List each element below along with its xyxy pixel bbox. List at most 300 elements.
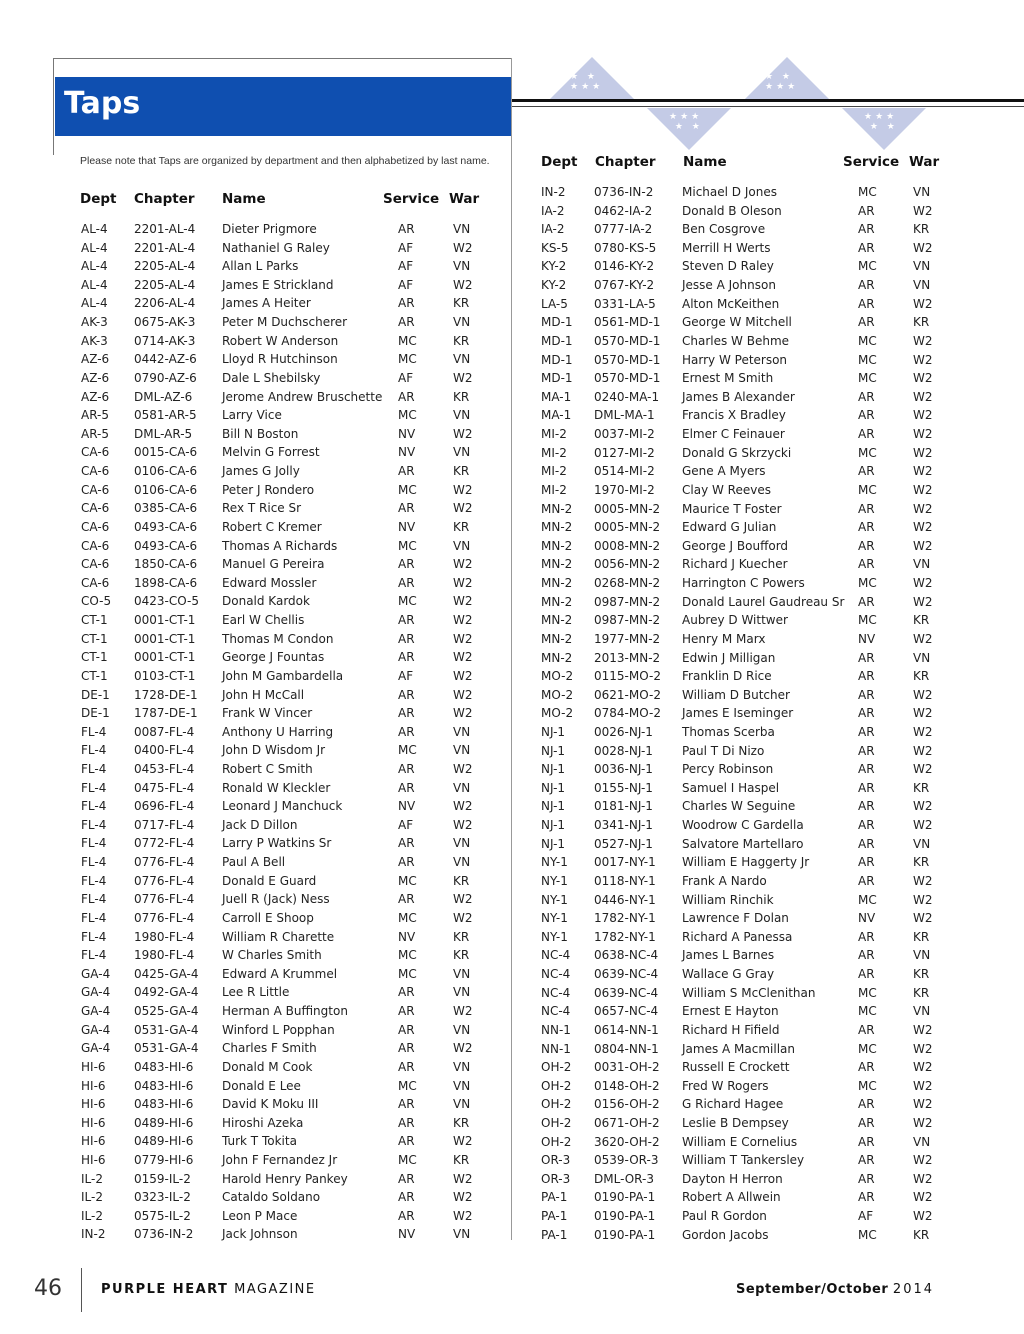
service-cell: NV <box>858 631 876 646</box>
name-cell: Lloyd R Hutchinson <box>222 352 338 367</box>
war-cell: VN <box>453 724 471 739</box>
dept-cell: MA-1 <box>541 389 572 404</box>
chapter-cell: 0570-MD-1 <box>594 333 661 348</box>
war-cell: W2 <box>453 370 473 385</box>
service-cell: AR <box>398 1004 415 1019</box>
chapter-cell: 0987-MN-2 <box>594 613 661 628</box>
service-cell: AR <box>398 1022 415 1037</box>
war-cell: VN <box>453 855 471 870</box>
service-cell: MC <box>398 482 417 497</box>
war-cell: W2 <box>913 1209 933 1224</box>
name-cell: James B Alexander <box>682 389 795 404</box>
war-cell: KR <box>453 519 470 534</box>
name-cell: Frank A Nardo <box>682 873 767 888</box>
name-cell: Donald G Skrzycki <box>682 445 792 460</box>
war-cell: W2 <box>913 240 933 255</box>
dept-cell: OH-2 <box>541 1060 572 1075</box>
chapter-cell: 0790-AZ-6 <box>134 370 197 385</box>
war-cell: W2 <box>913 1060 933 1075</box>
chapter-cell: 0442-AZ-6 <box>134 352 197 367</box>
dept-cell: IL-2 <box>81 1171 103 1186</box>
dept-cell: GA-4 <box>81 1041 111 1056</box>
service-cell: AR <box>858 1190 875 1205</box>
dept-cell: NY-1 <box>541 929 568 944</box>
chapter-cell: 1782-NY-1 <box>594 929 656 944</box>
name-cell: Cataldo Soldano <box>222 1190 321 1205</box>
chapter-cell: 0639-NC-4 <box>594 985 659 1000</box>
war-cell: VN <box>453 1059 471 1074</box>
dept-cell: OH-2 <box>541 1097 572 1112</box>
chapter-cell: 0493-CA-6 <box>134 519 198 534</box>
war-cell: W2 <box>453 687 473 702</box>
name-cell: Ernest M Smith <box>682 371 774 386</box>
dept-cell: NJ-1 <box>541 743 566 758</box>
name-cell: Winford L Popphan <box>222 1022 335 1037</box>
service-cell: AR <box>858 464 875 479</box>
name-cell: Salvatore Martellaro <box>682 836 804 851</box>
war-cell: W2 <box>453 1190 473 1205</box>
service-cell: AR <box>858 408 875 423</box>
war-cell: W2 <box>913 445 933 460</box>
service-cell: AR <box>398 1059 415 1074</box>
war-cell: W2 <box>913 203 933 218</box>
chapter-cell: 0017-NY-1 <box>594 855 656 870</box>
service-cell: AR <box>398 464 415 479</box>
service-cell: MC <box>858 1041 877 1056</box>
war-cell: VN <box>453 315 471 330</box>
name-cell: Donald Kardok <box>222 594 310 609</box>
name-cell: James E Iseminger <box>682 706 794 721</box>
name-cell: Edwin J Milligan <box>682 650 776 665</box>
name-cell: Earl W Chellis <box>222 613 305 628</box>
name-cell: James L Barnes <box>682 948 775 963</box>
service-cell: AR <box>858 967 875 982</box>
service-cell: AF <box>398 259 414 274</box>
war-cell: W2 <box>453 1134 473 1149</box>
dept-cell: IL-2 <box>81 1190 103 1205</box>
chapter-cell: 0736-IN-2 <box>594 185 654 199</box>
service-cell: NV <box>858 911 876 926</box>
chapter-cell: 0717-FL-4 <box>134 817 195 832</box>
name-cell: Anthony U Harring <box>222 724 334 739</box>
dept-cell: AK-3 <box>81 333 108 348</box>
chapter-cell: 0714-AK-3 <box>134 333 196 348</box>
war-cell: KR <box>913 222 930 237</box>
service-cell: AR <box>398 836 415 851</box>
service-cell: AR <box>398 501 415 516</box>
left-header-service: Service <box>383 191 440 207</box>
right-header-name: Name <box>683 154 727 170</box>
dept-cell: MO-2 <box>541 687 574 702</box>
service-cell: AR <box>858 743 875 758</box>
name-cell: William S McClenithan <box>682 985 816 1000</box>
service-cell: MC <box>398 966 417 981</box>
service-cell: AR <box>858 520 875 535</box>
war-cell: W2 <box>453 817 473 832</box>
war-cell: KR <box>913 315 930 330</box>
name-cell: Manuel G Pereira <box>222 557 325 572</box>
service-cell: AR <box>858 1060 875 1075</box>
chapter-cell: 0331-LA-5 <box>594 296 656 311</box>
chapter-cell: 0531-GA-4 <box>134 1022 199 1037</box>
chapter-cell: 0015-CA-6 <box>134 445 198 460</box>
dept-cell: AR-5 <box>81 408 110 423</box>
chapter-cell: 0525-GA-4 <box>134 1004 199 1019</box>
chapter-cell: 0483-HI-6 <box>134 1078 194 1093</box>
service-cell: MC <box>858 576 877 591</box>
war-cell: VN <box>913 259 931 274</box>
service-cell: MC <box>398 910 417 925</box>
dept-cell: NY-1 <box>541 873 568 888</box>
chapter-cell: 0570-MD-1 <box>594 371 661 386</box>
service-cell: AR <box>398 613 415 628</box>
war-cell: W2 <box>913 464 933 479</box>
chapter-cell: 0561-MD-1 <box>594 315 661 330</box>
service-cell: AR <box>398 222 415 236</box>
name-cell: William R Charette <box>222 929 335 944</box>
dept-cell: NJ-1 <box>541 780 566 795</box>
issue-months: September/October <box>736 1282 889 1297</box>
dept-cell: MD-1 <box>541 371 573 386</box>
dept-cell: MN-2 <box>541 650 573 665</box>
chapter-cell: 0776-FL-4 <box>134 892 195 907</box>
name-cell: Carroll E Shoop <box>222 910 314 925</box>
war-cell: W2 <box>453 706 473 721</box>
war-cell: W2 <box>913 1097 933 1112</box>
war-cell: VN <box>453 1022 471 1037</box>
war-cell: VN <box>453 408 471 423</box>
service-cell: AR <box>398 1171 415 1186</box>
service-cell: AR <box>858 594 875 609</box>
chapter-cell: 0190-PA-1 <box>594 1227 656 1242</box>
chapter-cell: 0514-MI-2 <box>594 464 655 479</box>
name-cell: Paul T Di Nizo <box>682 743 765 758</box>
war-cell: KR <box>913 929 930 944</box>
chapter-cell: DML-AZ-6 <box>134 389 193 404</box>
dept-cell: CA-6 <box>81 501 110 516</box>
service-cell: AR <box>398 780 415 795</box>
dept-cell: CO-5 <box>81 594 112 609</box>
service-cell: MC <box>398 352 417 367</box>
service-cell: AR <box>398 650 415 665</box>
chapter-cell: 0784-MO-2 <box>594 706 661 721</box>
war-cell: W2 <box>453 1208 473 1223</box>
dept-cell: AZ-6 <box>81 370 110 385</box>
service-cell: MC <box>858 445 877 460</box>
dept-cell: MN-2 <box>541 501 573 516</box>
name-cell: Larry P Watkins Sr <box>222 836 332 851</box>
chapter-cell: 1787-DE-1 <box>134 706 198 721</box>
war-cell: KR <box>453 929 470 944</box>
war-cell: KR <box>453 1115 470 1130</box>
chapter-cell: 2205-AL-4 <box>134 259 196 274</box>
war-cell: W2 <box>913 389 933 404</box>
name-cell: Peter M Duchscherer <box>222 315 348 330</box>
name-cell: Lee R Little <box>222 985 290 1000</box>
issue-date <box>736 1282 934 1297</box>
chapter-cell: 0087-FL-4 <box>134 724 195 739</box>
dept-cell: OR-3 <box>541 1171 571 1186</box>
chapter-cell: 0767-KY-2 <box>594 278 655 293</box>
header-thick-rule <box>512 99 1024 102</box>
dept-cell: CA-6 <box>81 538 110 553</box>
chapter-cell: 0240-MA-1 <box>594 389 660 404</box>
service-cell: NV <box>398 929 416 944</box>
name-cell: Percy Robinson <box>682 762 774 777</box>
chapter-cell: 0190-PA-1 <box>594 1209 656 1224</box>
name-cell: Allan L Parks <box>222 259 299 274</box>
war-cell: W2 <box>913 520 933 535</box>
name-cell: Dayton H Herron <box>682 1171 783 1186</box>
name-cell: John D Wisdom Jr <box>222 743 326 758</box>
service-cell: AR <box>858 278 875 293</box>
dept-cell: AZ-6 <box>81 352 110 367</box>
chapter-cell: 0581-AR-5 <box>134 408 197 423</box>
dept-cell: FL-4 <box>81 910 107 925</box>
service-cell: NV <box>398 426 416 441</box>
service-cell: AR <box>398 1134 415 1149</box>
service-cell: AR <box>398 706 415 721</box>
service-cell: AR <box>858 203 875 218</box>
name-cell: Charles W Behme <box>682 333 790 348</box>
left-header-chapter: Chapter <box>134 191 195 207</box>
war-cell: KR <box>453 873 470 888</box>
dept-cell: MD-1 <box>541 352 573 367</box>
name-cell: Peter J Rondero <box>222 482 315 497</box>
service-cell: AR <box>858 1134 875 1149</box>
name-cell: Franklin D Rice <box>682 669 772 684</box>
dept-cell: CT-1 <box>81 631 108 646</box>
service-cell: MC <box>858 482 877 497</box>
war-cell: VN <box>453 985 471 1000</box>
name-cell: James A Heiter <box>222 296 311 311</box>
service-cell: AR <box>398 892 415 907</box>
dept-cell: NN-1 <box>541 1041 571 1056</box>
war-cell: W2 <box>913 371 933 386</box>
dept-cell: HI-6 <box>81 1078 106 1093</box>
chapter-cell: DML-AR-5 <box>134 426 193 441</box>
dept-cell: CA-6 <box>81 445 110 460</box>
name-cell: Robert A Allwein <box>682 1190 781 1205</box>
war-cell: VN <box>913 650 931 665</box>
dept-cell: IN-2 <box>541 185 566 199</box>
name-cell: Thomas Scerba <box>682 724 775 739</box>
name-cell: Francis X Bradley <box>682 408 786 423</box>
service-cell: NV <box>398 1227 416 1242</box>
name-cell: Frank W Vincer <box>222 706 313 721</box>
service-cell: AR <box>858 557 875 572</box>
chapter-cell: 0181-NJ-1 <box>594 799 653 814</box>
war-cell: W2 <box>913 1171 933 1186</box>
chapter-cell: 0159-IL-2 <box>134 1171 191 1186</box>
chapter-cell: 0527-NJ-1 <box>594 836 653 851</box>
left-header-name: Name <box>222 191 266 207</box>
magazine-name-bold: PURPLE HEART <box>101 1282 229 1297</box>
chapter-cell: 0489-HI-6 <box>134 1115 194 1130</box>
dept-cell: CA-6 <box>81 557 110 572</box>
name-cell: Paul R Gordon <box>682 1209 767 1224</box>
chapter-cell: 0777-IA-2 <box>594 222 653 237</box>
chapter-cell: 1728-DE-1 <box>134 687 198 702</box>
dept-cell: AL-4 <box>81 240 108 255</box>
chapter-cell: 0425-GA-4 <box>134 966 199 981</box>
service-cell: AR <box>398 985 415 1000</box>
dept-cell: AL-4 <box>81 259 108 274</box>
dept-cell: CA-6 <box>81 464 110 479</box>
service-cell: AR <box>858 818 875 833</box>
name-cell: Elmer C Feinauer <box>682 427 785 442</box>
name-cell: James G Jolly <box>222 464 300 479</box>
dept-cell: KY-2 <box>541 278 567 293</box>
name-cell: Gene A Myers <box>682 464 766 479</box>
war-cell: W2 <box>913 427 933 442</box>
dept-cell: LA-5 <box>541 296 568 311</box>
dept-cell: OR-3 <box>541 1153 571 1168</box>
name-cell: Richard J Kuecher <box>682 557 788 572</box>
war-cell: W2 <box>913 1190 933 1205</box>
service-cell: MC <box>858 613 877 628</box>
service-cell: AR <box>398 296 415 311</box>
war-cell: W2 <box>913 1078 933 1093</box>
chapter-cell: 0671-OH-2 <box>594 1116 660 1130</box>
dept-cell: IL-2 <box>81 1208 103 1223</box>
service-cell: AR <box>398 575 415 590</box>
war-cell: VN <box>453 743 471 758</box>
war-cell: VN <box>453 780 471 795</box>
name-cell: Harold Henry Pankey <box>222 1171 348 1186</box>
name-cell: Rex T Rice Sr <box>222 501 302 516</box>
war-cell: KR <box>913 669 930 684</box>
dept-cell: CA-6 <box>81 519 110 534</box>
sort-note: Please note that Taps are organized by department and then alphabetized by last name. <box>80 155 490 167</box>
war-cell: VN <box>913 278 931 293</box>
chapter-cell: 1977-MN-2 <box>594 631 661 646</box>
name-cell: John F Fernandez Jr <box>222 1153 338 1167</box>
name-cell: Aubrey D Wittwer <box>682 613 788 628</box>
chapter-cell: 0127-MI-2 <box>594 445 655 460</box>
footer-divider <box>81 1268 82 1312</box>
name-cell: Robert W Anderson <box>222 333 339 348</box>
dept-cell: NY-1 <box>541 892 568 907</box>
war-cell: W2 <box>913 594 933 609</box>
name-cell: George J Boufford <box>682 538 789 553</box>
chapter-cell: 0036-NJ-1 <box>594 762 653 777</box>
name-cell: John H McCall <box>222 687 305 702</box>
left-side-rule <box>53 58 54 155</box>
name-cell: Harry W Peterson <box>682 352 788 367</box>
dept-cell: OH-2 <box>541 1078 572 1093</box>
name-cell: Clay W Reeves <box>682 482 771 497</box>
dept-cell: CA-6 <box>81 482 110 497</box>
dept-cell: IA-2 <box>541 222 565 237</box>
chapter-cell: 0400-FL-4 <box>134 743 195 758</box>
name-cell: Ernest E Hayton <box>682 1004 779 1019</box>
dept-cell: NC-4 <box>541 985 571 1000</box>
dept-cell: KS-5 <box>541 240 569 255</box>
war-cell: W2 <box>913 631 933 646</box>
chapter-cell: 0103-CT-1 <box>134 668 196 683</box>
chapter-cell: 0148-OH-2 <box>594 1078 660 1093</box>
service-cell: AR <box>858 855 875 870</box>
service-cell: AF <box>398 668 414 683</box>
name-cell: Larry Vice <box>222 408 282 423</box>
name-cell: Paul A Bell <box>222 855 286 870</box>
star-icon: ★ ★ ★★★ <box>765 72 799 92</box>
star-icon: ★ ★ ★★★ <box>570 72 604 92</box>
war-cell: W2 <box>913 743 933 758</box>
war-cell: VN <box>453 966 471 981</box>
dept-cell: AZ-6 <box>81 389 110 404</box>
war-cell: W2 <box>913 1153 933 1168</box>
chapter-cell: 0475-FL-4 <box>134 780 195 795</box>
service-cell: AR <box>858 1171 875 1186</box>
dept-cell: FL-4 <box>81 929 107 944</box>
chapter-cell: 2205-AL-4 <box>134 277 196 292</box>
war-cell: W2 <box>453 613 473 628</box>
war-cell: W2 <box>913 352 933 367</box>
name-cell: Gordon Jacobs <box>682 1227 769 1242</box>
service-cell: MC <box>398 408 417 423</box>
dept-cell: HI-6 <box>81 1115 106 1130</box>
name-cell: William E Haggerty Jr <box>682 855 810 870</box>
war-cell: W2 <box>453 761 473 776</box>
service-cell: AR <box>858 669 875 684</box>
page-title: Taps <box>64 86 141 121</box>
dept-cell: KY-2 <box>541 259 567 274</box>
service-cell: AR <box>858 650 875 665</box>
service-cell: AR <box>858 687 875 702</box>
service-cell: MC <box>398 333 417 348</box>
war-cell: W2 <box>453 1041 473 1056</box>
name-cell: Leslie B Dempsey <box>682 1116 789 1130</box>
service-cell: MC <box>398 1078 417 1093</box>
service-cell: MC <box>398 948 417 963</box>
service-cell: NV <box>398 519 416 534</box>
chapter-cell: 0772-FL-4 <box>134 836 195 851</box>
service-cell: NV <box>398 799 416 814</box>
name-cell: Woodrow C Gardella <box>682 818 804 833</box>
war-cell: VN <box>453 259 471 274</box>
dept-cell: FL-4 <box>81 855 107 870</box>
chapter-cell: 0492-GA-4 <box>134 985 199 1000</box>
dept-cell: MN-2 <box>541 613 573 628</box>
dept-cell: MI-2 <box>541 427 567 442</box>
right-header-dept: Dept <box>541 154 578 170</box>
dept-cell: NJ-1 <box>541 762 566 777</box>
dept-cell: CT-1 <box>81 668 108 683</box>
dept-cell: AR-5 <box>81 426 110 441</box>
dept-cell: FL-4 <box>81 724 107 739</box>
name-cell: Nathaniel G Raley <box>222 240 330 255</box>
name-cell: G Richard Hagee <box>682 1097 784 1112</box>
dept-cell: NJ-1 <box>541 818 566 833</box>
war-cell: KR <box>913 985 930 1000</box>
dept-cell: AL-4 <box>81 296 108 311</box>
chapter-cell: 0028-NJ-1 <box>594 743 653 758</box>
service-cell: MC <box>858 333 877 348</box>
chapter-cell: 0001-CT-1 <box>134 631 196 646</box>
name-cell: Jack D Dillon <box>222 817 298 832</box>
name-cell: Ben Cosgrove <box>682 222 766 237</box>
right-header-service: Service <box>843 154 900 170</box>
dept-cell: AL-4 <box>81 277 108 292</box>
chapter-cell: 0155-NJ-1 <box>594 780 653 795</box>
war-cell: VN <box>913 1004 931 1019</box>
chapter-cell: 0268-MN-2 <box>594 576 661 591</box>
name-cell: Donald E Guard <box>222 873 317 888</box>
war-cell: W2 <box>453 1004 473 1019</box>
chapter-cell: 0106-CA-6 <box>134 464 198 479</box>
